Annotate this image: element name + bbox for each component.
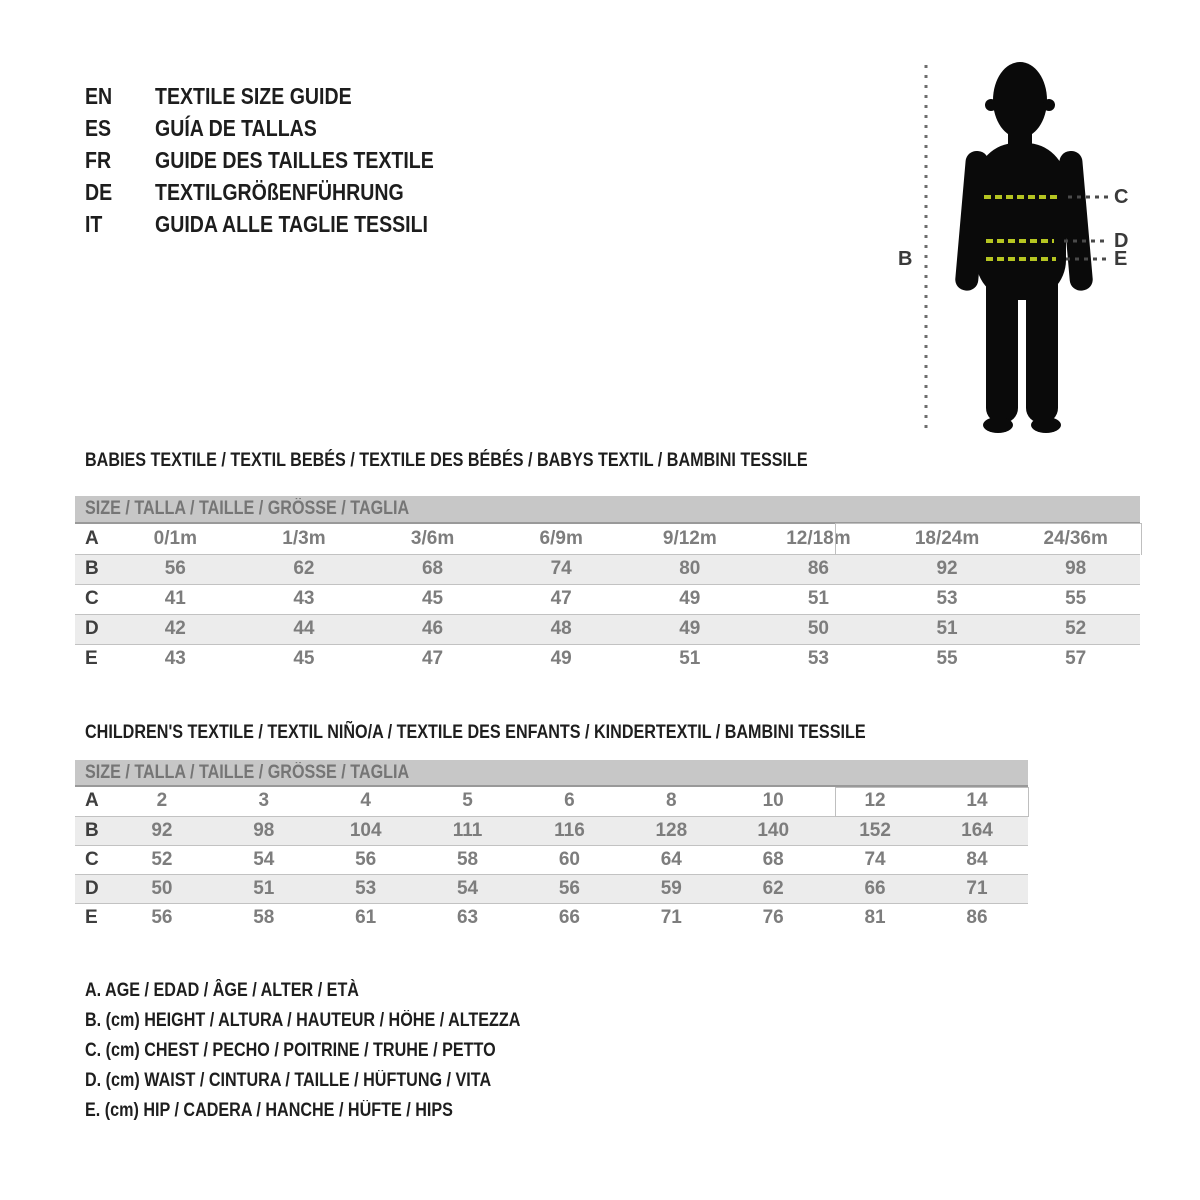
size-cell: 44 (240, 614, 369, 644)
language-row (85, 80, 483, 112)
measurement-legend (85, 976, 597, 1126)
child-silhouette-figure (880, 55, 1180, 445)
size-cell: 62 (722, 874, 824, 903)
size-cell: 52 (151, 848, 173, 870)
size-cell: 3/6m (410, 527, 455, 549)
size-cell: 10 (762, 790, 784, 812)
row-label: E (85, 648, 98, 670)
row-label: C (85, 848, 99, 870)
table-row (75, 903, 1028, 932)
size-cell: 12/18m (786, 527, 851, 549)
children-section-title (85, 722, 1003, 744)
size-cell: 54 (417, 874, 519, 903)
babies-section-title-text: BABIES TEXTILE / TEXTIL BEBÉS / TEXTILE DES BÉBÉS / BABYS TEXTIL / BAMBINI TESSILE (85, 450, 808, 471)
size-cell: 56 (151, 906, 173, 928)
size-cell: 164 (926, 816, 1028, 845)
table-row (75, 787, 1028, 816)
size-cell: 49 (679, 588, 701, 609)
size-cell: 18/24m (914, 527, 980, 549)
table-row (75, 554, 1140, 584)
size-cell: 52 (1011, 614, 1140, 644)
table-row (75, 845, 1028, 874)
row-label: C (85, 588, 99, 609)
size-cell: 57 (1065, 648, 1087, 670)
size-cell: 92 (883, 554, 1012, 584)
size-cell: 49 (550, 648, 572, 670)
language-title: TEXTILE SIZE GUIDE (155, 82, 352, 109)
measure-label-chest: C (1114, 186, 1129, 208)
size-cell: 4 (360, 790, 371, 812)
size-cell: 62 (240, 554, 369, 584)
size-cell: 66 (558, 906, 580, 928)
table-row (75, 816, 1028, 845)
size-cell: 6 (564, 790, 575, 812)
row-label: E (85, 906, 98, 928)
size-cell: 55 (936, 648, 958, 670)
table-row (75, 614, 1140, 644)
language-row (85, 112, 483, 144)
babies-size-table (75, 524, 1140, 674)
language-row (85, 176, 483, 208)
size-cell: 12 (864, 790, 886, 812)
children-size-table (75, 787, 1028, 932)
size-cell: 84 (966, 848, 988, 870)
size-cell: 3 (258, 790, 270, 812)
language-title: GUIDA ALLE TAGLIE TESSILI (155, 210, 428, 237)
legend-row: E. (cm) HIP / CADERA / HANCHE / HÜFTE / HIPS (85, 1100, 453, 1121)
language-title: TEXTILGRÖßENFÜHRUNG (155, 178, 404, 205)
size-cell: 51 (213, 874, 315, 903)
legend-row: D. (cm) WAIST / CINTURA / TAILLE / HÜFTUNG / VITA (85, 1070, 492, 1091)
table-row (75, 874, 1028, 903)
child-body-silhouette (954, 62, 1093, 433)
size-cell: 116 (519, 816, 621, 845)
size-cell: 53 (807, 648, 829, 670)
size-cell: 50 (754, 614, 883, 644)
table-row (75, 644, 1140, 674)
size-cell: 76 (762, 906, 784, 928)
size-cell: 50 (111, 874, 213, 903)
size-cell: 68 (762, 848, 784, 870)
row-label: D (75, 614, 111, 644)
measure-label-height: B (898, 248, 913, 270)
language-code: FR (85, 146, 112, 173)
row-label: A (85, 527, 99, 549)
size-cell: 56 (519, 874, 621, 903)
size-cell: 24/36m (1043, 527, 1108, 549)
size-cell: 60 (558, 848, 580, 870)
legend-row: B. (cm) HEIGHT / ALTURA / HAUTEUR / HÖHE / ALTEZZA (85, 1010, 521, 1031)
size-cell: 71 (660, 906, 682, 928)
size-cell: 56 (355, 848, 377, 870)
babies-section-title (85, 450, 935, 472)
size-cell: 43 (293, 588, 315, 609)
size-cell: 51 (807, 588, 829, 609)
size-cell: 74 (497, 554, 626, 584)
size-cell: 14 (966, 790, 988, 812)
size-cell: 2 (156, 790, 168, 812)
size-cell: 8 (666, 790, 677, 812)
size-cell: 58 (456, 848, 479, 870)
size-cell: 59 (620, 874, 722, 903)
size-cell: 63 (456, 906, 479, 928)
size-cell: 111 (417, 816, 519, 845)
size-cell: 54 (253, 848, 275, 870)
size-cell: 140 (722, 816, 824, 845)
language-code: DE (85, 178, 113, 205)
table-row (75, 584, 1140, 614)
size-cell: 80 (626, 554, 755, 584)
size-cell: 47 (421, 648, 444, 670)
size-cell: 66 (824, 874, 926, 903)
language-code: EN (85, 82, 113, 109)
size-cell: 71 (926, 874, 1028, 903)
size-cell: 152 (824, 816, 926, 845)
legend-row: A. AGE / EDAD / ÂGE / ALTER / ETÀ (85, 980, 359, 1001)
size-cell: 45 (293, 648, 315, 670)
babies-size-header-bar (75, 496, 1140, 524)
size-cell: 92 (111, 816, 213, 845)
size-cell: 68 (368, 554, 497, 584)
size-cell: 55 (1065, 588, 1087, 609)
size-cell: 51 (883, 614, 1012, 644)
language-title: GUÍA DE TALLAS (155, 114, 317, 141)
size-cell: 61 (355, 906, 377, 928)
size-cell: 81 (864, 906, 886, 928)
size-cell: 64 (660, 848, 682, 870)
size-cell: 5 (462, 790, 473, 812)
row-label: B (75, 554, 111, 584)
size-cell: 47 (550, 588, 572, 609)
children-section-title-text: CHILDREN'S TEXTILE / TEXTIL NIÑO/A / TEXTILE DES ENFANTS / KINDERTEXTIL / BAMBINI TESSILE (85, 722, 866, 743)
size-cell: 1/3m (282, 527, 326, 549)
size-cell: 98 (1011, 554, 1140, 584)
legend-row: C. (cm) CHEST / PECHO / POITRINE / TRUHE / PETTO (85, 1040, 496, 1061)
language-code: IT (85, 210, 103, 237)
children-size-header-bar (75, 760, 1028, 787)
size-cell: 58 (253, 906, 275, 928)
size-cell: 43 (164, 648, 186, 670)
child-silhouette-drawing (880, 55, 1180, 445)
row-label: B (75, 816, 111, 845)
language-row (85, 208, 483, 240)
size-cell: 51 (679, 648, 701, 670)
size-cell: 53 (315, 874, 417, 903)
row-label: D (75, 874, 111, 903)
size-cell: 6/9m (539, 527, 583, 549)
babies-size-header-text: SIZE / TALLA / TAILLE / GRÖSSE / TAGLIA (85, 498, 410, 519)
size-cell: 41 (164, 588, 186, 609)
size-cell: 46 (368, 614, 497, 644)
size-cell: 74 (864, 848, 886, 870)
size-cell: 45 (421, 588, 444, 609)
size-cell: 0/1m (153, 527, 197, 549)
size-cell: 104 (315, 816, 417, 845)
language-title-list (85, 80, 483, 240)
size-cell: 128 (620, 816, 722, 845)
language-code: ES (85, 114, 112, 141)
table-row (75, 524, 1140, 554)
size-cell: 42 (111, 614, 240, 644)
children-size-header-text: SIZE / TALLA / TAILLE / GRÖSSE / TAGLIA (85, 761, 410, 783)
measure-label-waist: D (1114, 230, 1129, 252)
size-cell: 86 (966, 906, 988, 928)
row-label: A (85, 790, 99, 812)
size-cell: 98 (213, 816, 315, 845)
size-cell: 86 (754, 554, 883, 584)
size-cell: 48 (497, 614, 626, 644)
language-row (85, 144, 483, 176)
size-cell: 53 (936, 588, 958, 609)
size-cell: 9/12m (662, 527, 717, 549)
language-title: GUIDE DES TAILLES TEXTILE (155, 146, 434, 173)
size-cell: 49 (626, 614, 755, 644)
measure-label-hip: E (1114, 248, 1128, 270)
size-cell: 56 (111, 554, 240, 584)
